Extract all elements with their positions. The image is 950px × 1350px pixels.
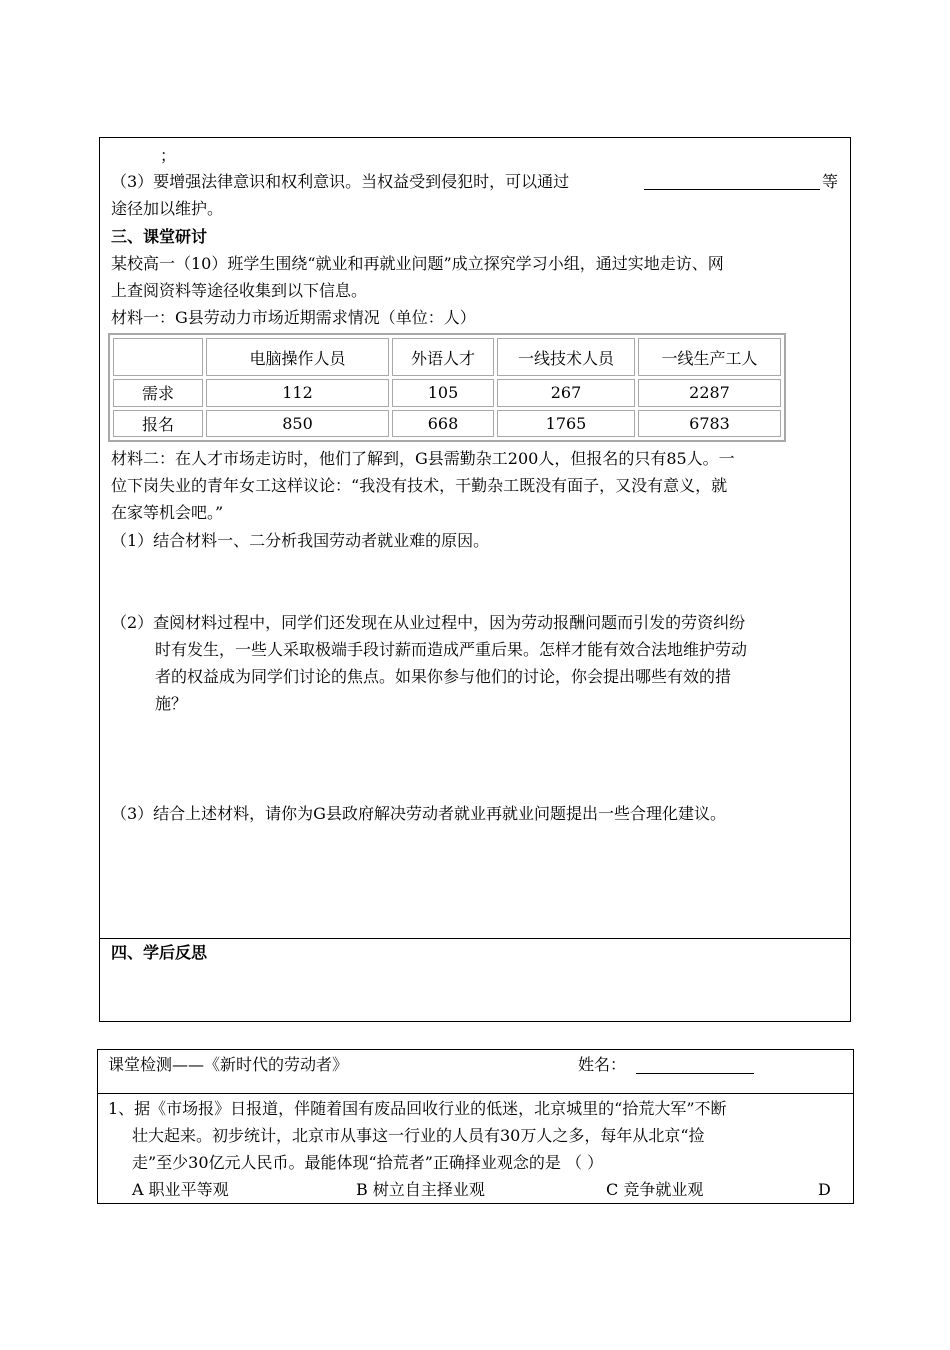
question-1: （1）结合材料一、二分析我国劳动者就业难的原因。 (111, 531, 490, 550)
table-cell: 668 (392, 410, 494, 438)
quiz-q1-line1: 1、据《市场报》日报道，伴随着国有废品回收行业的低迷，北京城里的“拾荒大军”不断 (108, 1099, 727, 1118)
table-row (113, 410, 781, 438)
material1-caption: 材料一：G县劳动力市场近期需求情况（单位：人） (111, 308, 476, 327)
table-header-cell: 电脑操作人员 (206, 338, 389, 376)
item3-blank[interactable] (644, 189, 820, 190)
item3-line2: 途径加以维护。 (111, 199, 224, 218)
question-3: （3）结合上述材料，请你为G县政府解决劳动者就业再就业问题提出一些合理化建议。 (111, 804, 726, 823)
option-c[interactable]: C 竞争就业观 (606, 1180, 704, 1199)
question-2-line3: 者的权益成为同学们讨论的焦点。如果你参与他们的讨论，你会提出哪些有效的措 (155, 667, 732, 686)
table-header-cell: 外语人才 (392, 338, 494, 376)
table-cell: 需求 (113, 379, 203, 407)
quiz-divider (97, 1093, 854, 1094)
table-cell: 112 (206, 379, 389, 407)
table-cell: 105 (392, 379, 494, 407)
option-b[interactable]: B 树立自主择业观 (356, 1180, 485, 1199)
option-a[interactable]: A 职业平等观 (132, 1180, 229, 1199)
question-2-line1: （2）查阅材料过程中，同学们还发现在从业过程中，因为劳动报酬问题而引发的劳资纠纷 (111, 613, 746, 632)
intro-line1: 某校高一（10）班学生围绕“就业和再就业问题”成立探究学习小组，通过实地走访、网 (111, 254, 724, 273)
option-d[interactable]: D (818, 1180, 831, 1199)
table-cell: 1765 (497, 410, 635, 438)
labor-demand-table (108, 333, 786, 442)
material2-line2: 位下岗失业的青年女工这样议论：“我没有技术，干勤杂工既没有面子，又没有意义，就 (111, 476, 728, 495)
table-cell: 6783 (638, 410, 781, 438)
name-blank[interactable] (636, 1073, 754, 1074)
name-label: 姓名： (578, 1055, 627, 1074)
section-divider (99, 938, 851, 939)
table-cell: 报名 (113, 410, 203, 438)
intro-line2: 上查阅资料等途径收集到以下信息。 (111, 281, 368, 300)
section-4-heading: 四、学后反思 (111, 943, 208, 962)
table-cell: 2287 (638, 379, 781, 407)
item3-tail: 等 (822, 172, 839, 191)
question-2-line4: 施？ (155, 694, 188, 713)
table-header-row (113, 338, 781, 376)
material2-line3: 在家等机会吧。” (111, 503, 224, 522)
quiz-q1-line3: 走”至少30亿元人民币。最能体现“拾荒者”正确择业观念的是 （ ） (132, 1153, 604, 1172)
table-header-cell: 一线技术人员 (497, 338, 635, 376)
quiz-title: 课堂检测——《新时代的劳动者》 (108, 1055, 349, 1074)
table-row (113, 379, 781, 407)
table-header-cell: 一线生产工人 (638, 338, 781, 376)
table-header-cell (113, 338, 203, 376)
section-3-heading: 三、课堂研讨 (111, 227, 208, 246)
table-cell: 850 (206, 410, 389, 438)
quiz-q1-line2: 壮大起来。初步统计，北京市从事这一行业的人员有30万人之多，每年从北京“捡 (132, 1126, 705, 1145)
semicolon-text: ； (160, 146, 177, 165)
question-2-line2: 时有发生，一些人采取极端手段讨薪而造成严重后果。怎样才能有效合法地维护劳动 (155, 640, 748, 659)
table-cell: 267 (497, 379, 635, 407)
item3-line1: （3）要增强法律意识和权利意识。当权益受到侵犯时，可以通过 (111, 172, 570, 191)
material2-line1: 材料二：在人才市场走访时，他们了解到，G县需勤杂工200人，但报名的只有85人。一 (111, 449, 735, 468)
